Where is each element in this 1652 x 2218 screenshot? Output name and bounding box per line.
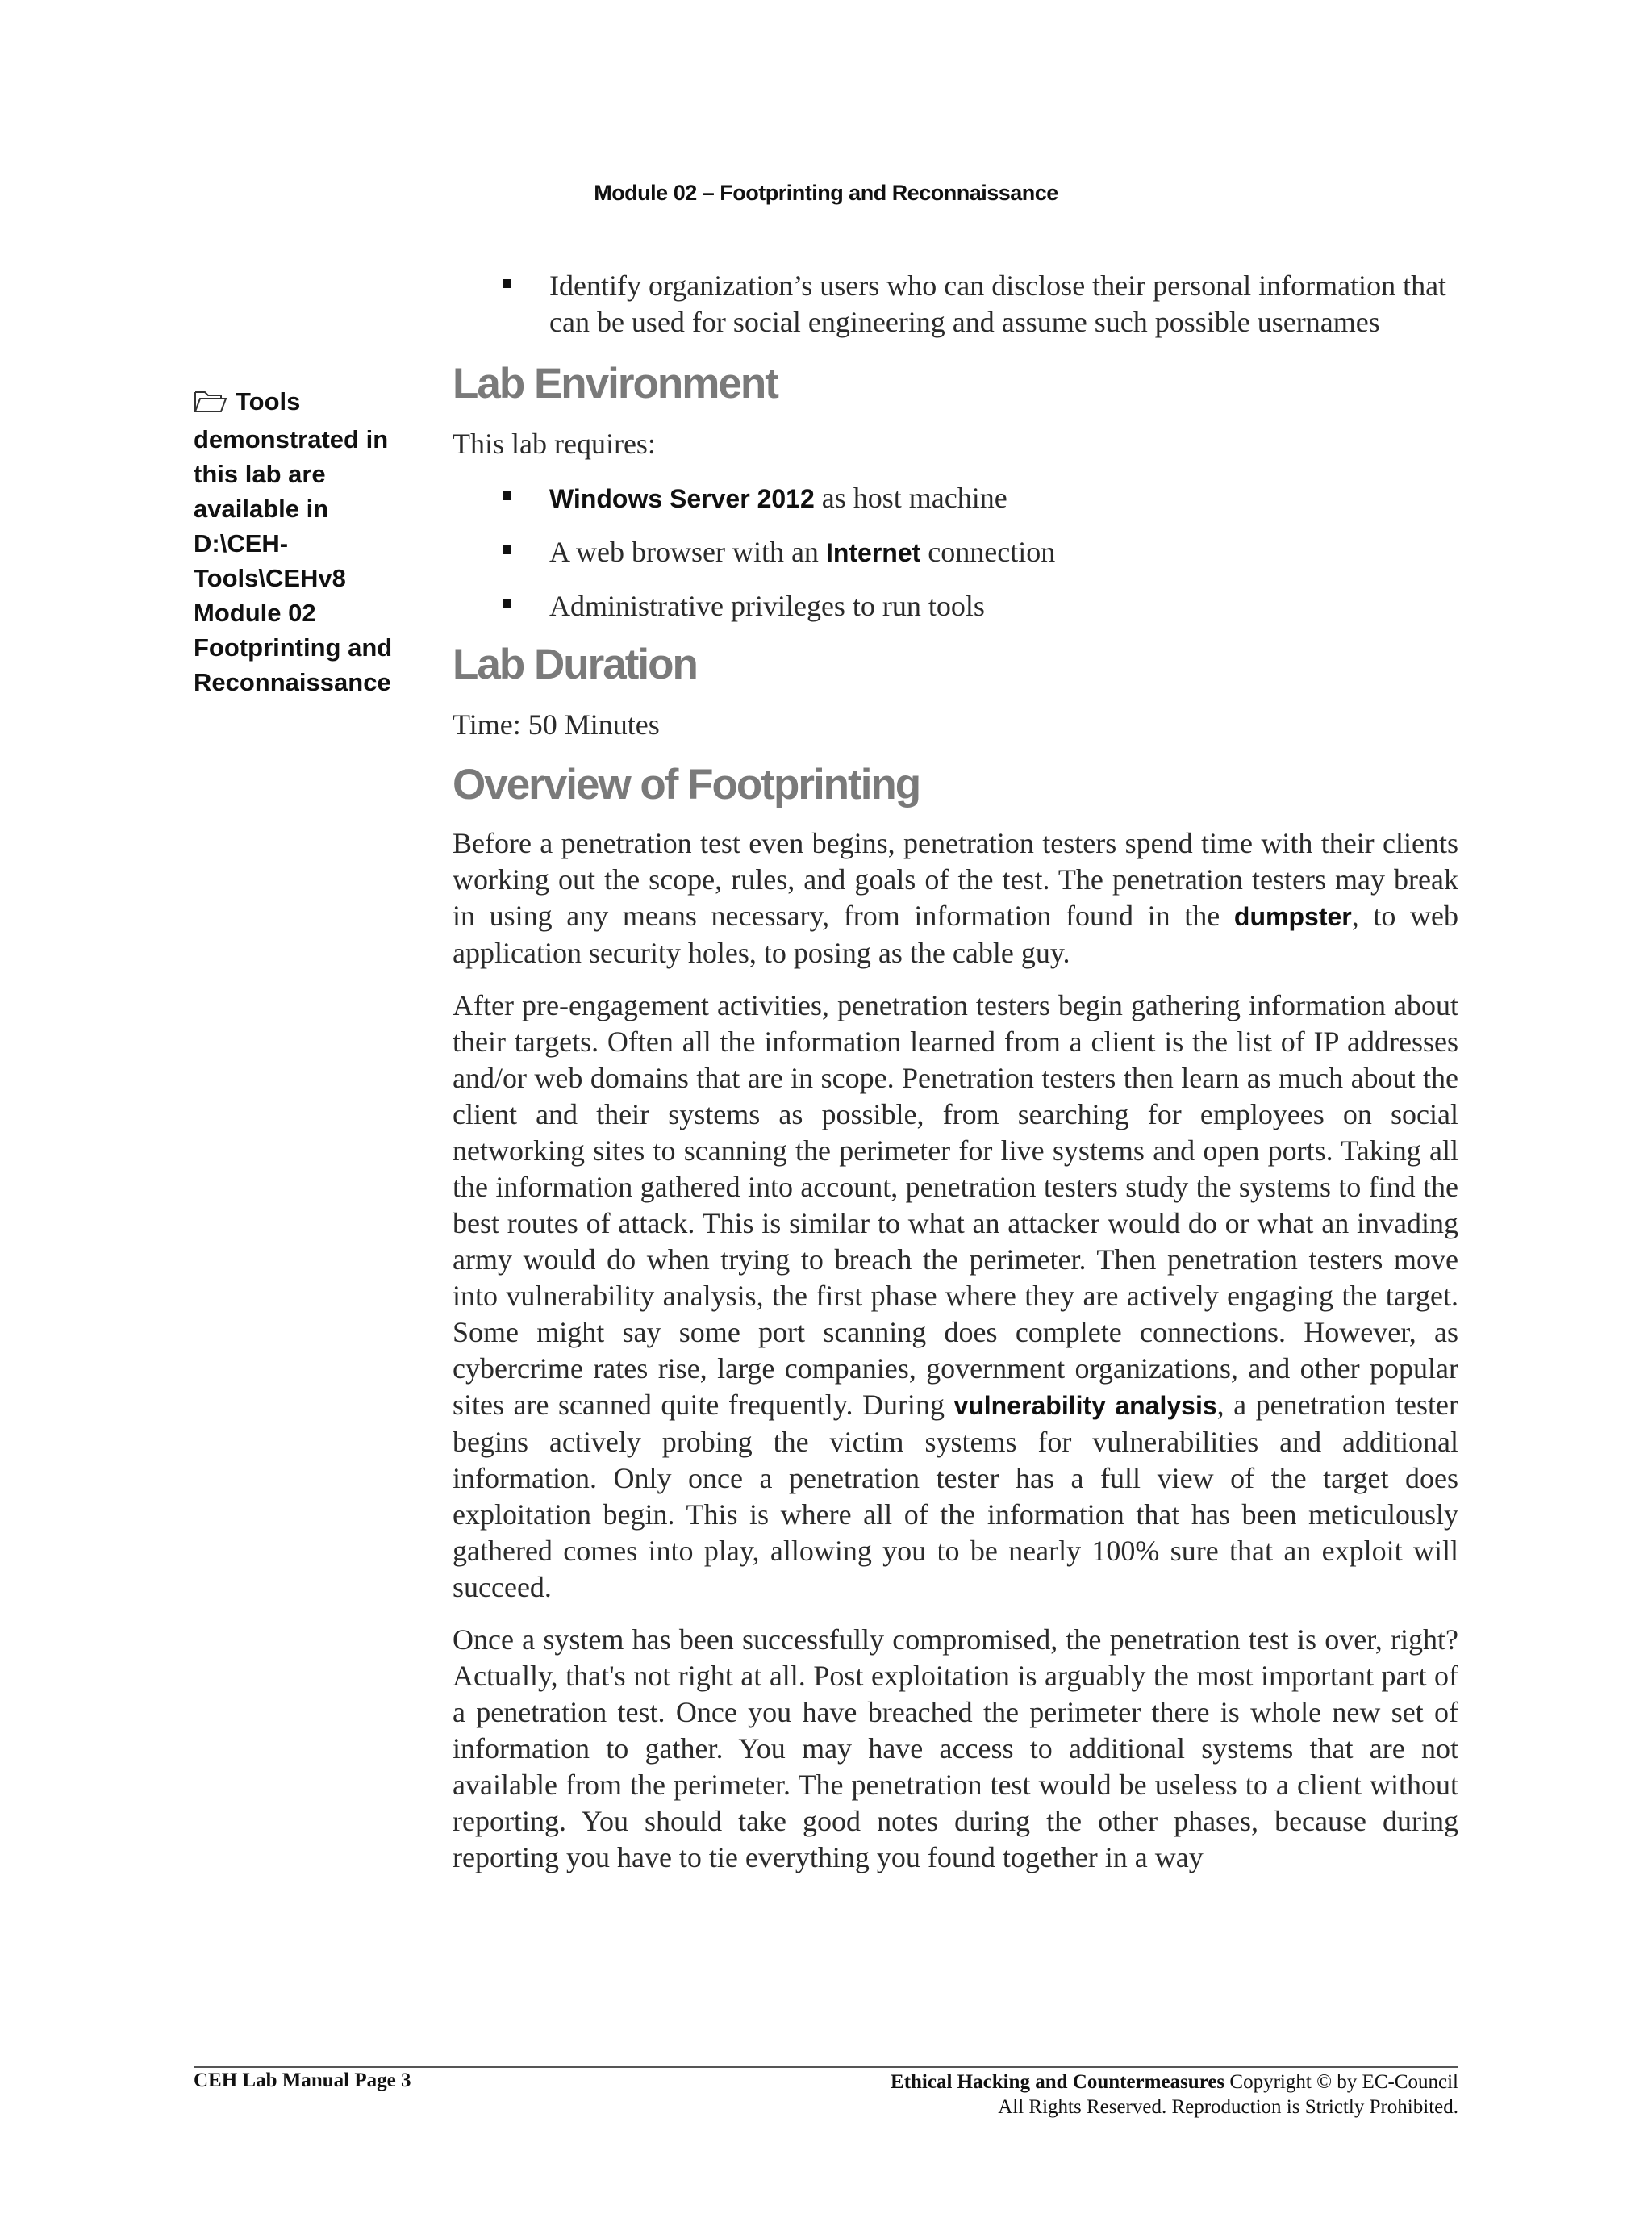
overview-heading: Overview of Footprinting: [453, 761, 920, 808]
paragraph-bold-term: dumpster: [1233, 902, 1352, 931]
footer-page-label: CEH Lab Manual Page 3: [194, 2070, 411, 2091]
lab-environment-heading: Lab Environment: [453, 360, 778, 407]
sidenote-bold-word: Tools: [236, 387, 301, 416]
environment-item-bold: Internet: [825, 538, 921, 567]
sidebar-note: [194, 384, 419, 700]
environment-item-bold: Windows Server 2012: [549, 484, 815, 513]
bullet-marker: [503, 491, 511, 500]
overview-paragraph-1: [453, 825, 1458, 971]
environment-item-text: as host machine: [814, 482, 1007, 514]
bullet-marker: [503, 599, 511, 608]
environment-item: [453, 480, 1458, 517]
lab-duration-time: Time: 50 Minutes: [453, 708, 660, 741]
footer-rights: All Rights Reserved. Reproduction is Strictly Prohibited.: [998, 2096, 1458, 2118]
paragraph-bold-term: vulnerability analysis: [953, 1391, 1217, 1420]
lab-environment-lead: This lab requires:: [453, 428, 656, 460]
intro-bullet-text: Identify organization’s users who can disclose their personal information that can be used for social engineering and assume such possible usernames: [549, 269, 1447, 338]
environment-item-text: Administrative privileges to run tools: [549, 590, 985, 622]
environment-item-pre: A web browser with an: [549, 536, 826, 568]
footer-copyright-text: Copyright © by EC-Council: [1224, 2071, 1458, 2093]
page-header: Module 02 – Footprinting and Reconnaissance: [594, 181, 1058, 205]
paragraph-text: , to web application security holes, to posing as the cable guy.: [453, 900, 1458, 969]
paragraph-text: , a penetration tester begins actively probing the victim systems for vulnerabilities and additional information. Only once a penetration tester has a full view of the target does exploitation begin. This is where all of the information that has been meticulously gathered comes into play, allowing you to be nearly 100% sure that an exploit will succeed.: [453, 1389, 1458, 1603]
overview-paragraph-2: [453, 988, 1458, 1606]
paragraph-text: After pre-engagement activities, penetration testers begin gathering information about their targets. Often all the information learned from a client is the list of IP addresses and/or web domains that are in scope. Penetration testers then learn as much about the client and their systems as possible, from searching for employees on social networking sites to scanning the perimeter for live systems and open ports. Taking all the information gathered into account, penetration testers study the systems to find the best routes of attack. This is similar to what an attacker would do or what an invading army would do when trying to breach the perimeter. Then penetration testers move into vulnerability analysis, the first phase where they are actively engaging the target. Some might say some port scanning does complete connections. However, as cybercrime rates rise, large companies, government organizations, and other popular sites are scanned quite frequently. During: [453, 989, 1458, 1421]
bullet-marker: [503, 279, 511, 288]
environment-item-text: connection: [920, 536, 1056, 568]
paragraph-text: Before a penetration test even begins, penetration testers spend time with their clients working out the scope, rules, and goals of the test. The penetration testers may break in using any means necessary, from information found in the: [453, 827, 1458, 932]
overview-paragraph-3: Once a system has been successfully compromised, the penetration test is over, right? Actually, that's not right at all. Post exploitation is arguably the most important part of a penetration test. Once you have breached the perimeter there is whole new set of information to gather. You may have access to additional systems that are not available from the perimeter. The penetration test would be useless to a client without reporting. You should take good notes during the other phases, because during reporting you have to tie everything you found together in a way: [453, 1623, 1458, 1873]
main-content: [453, 268, 1458, 1876]
intro-bullet: [453, 268, 1458, 340]
footer-title: Ethical Hacking and Countermeasures: [891, 2071, 1225, 2093]
lab-duration-heading: Lab Duration: [453, 641, 697, 688]
sidenote-text: demonstrated in this lab are available in D:\CEH-Tools\CEHv8 Module 02 Footprinting and Reconnaissance: [194, 425, 393, 696]
footer-copyright: [891, 2070, 1458, 2120]
environment-item: [453, 588, 1458, 624]
folder-icon: [194, 387, 227, 422]
footer-divider: [194, 2066, 1458, 2068]
bullet-marker: [503, 545, 511, 554]
environment-item: [453, 534, 1458, 571]
